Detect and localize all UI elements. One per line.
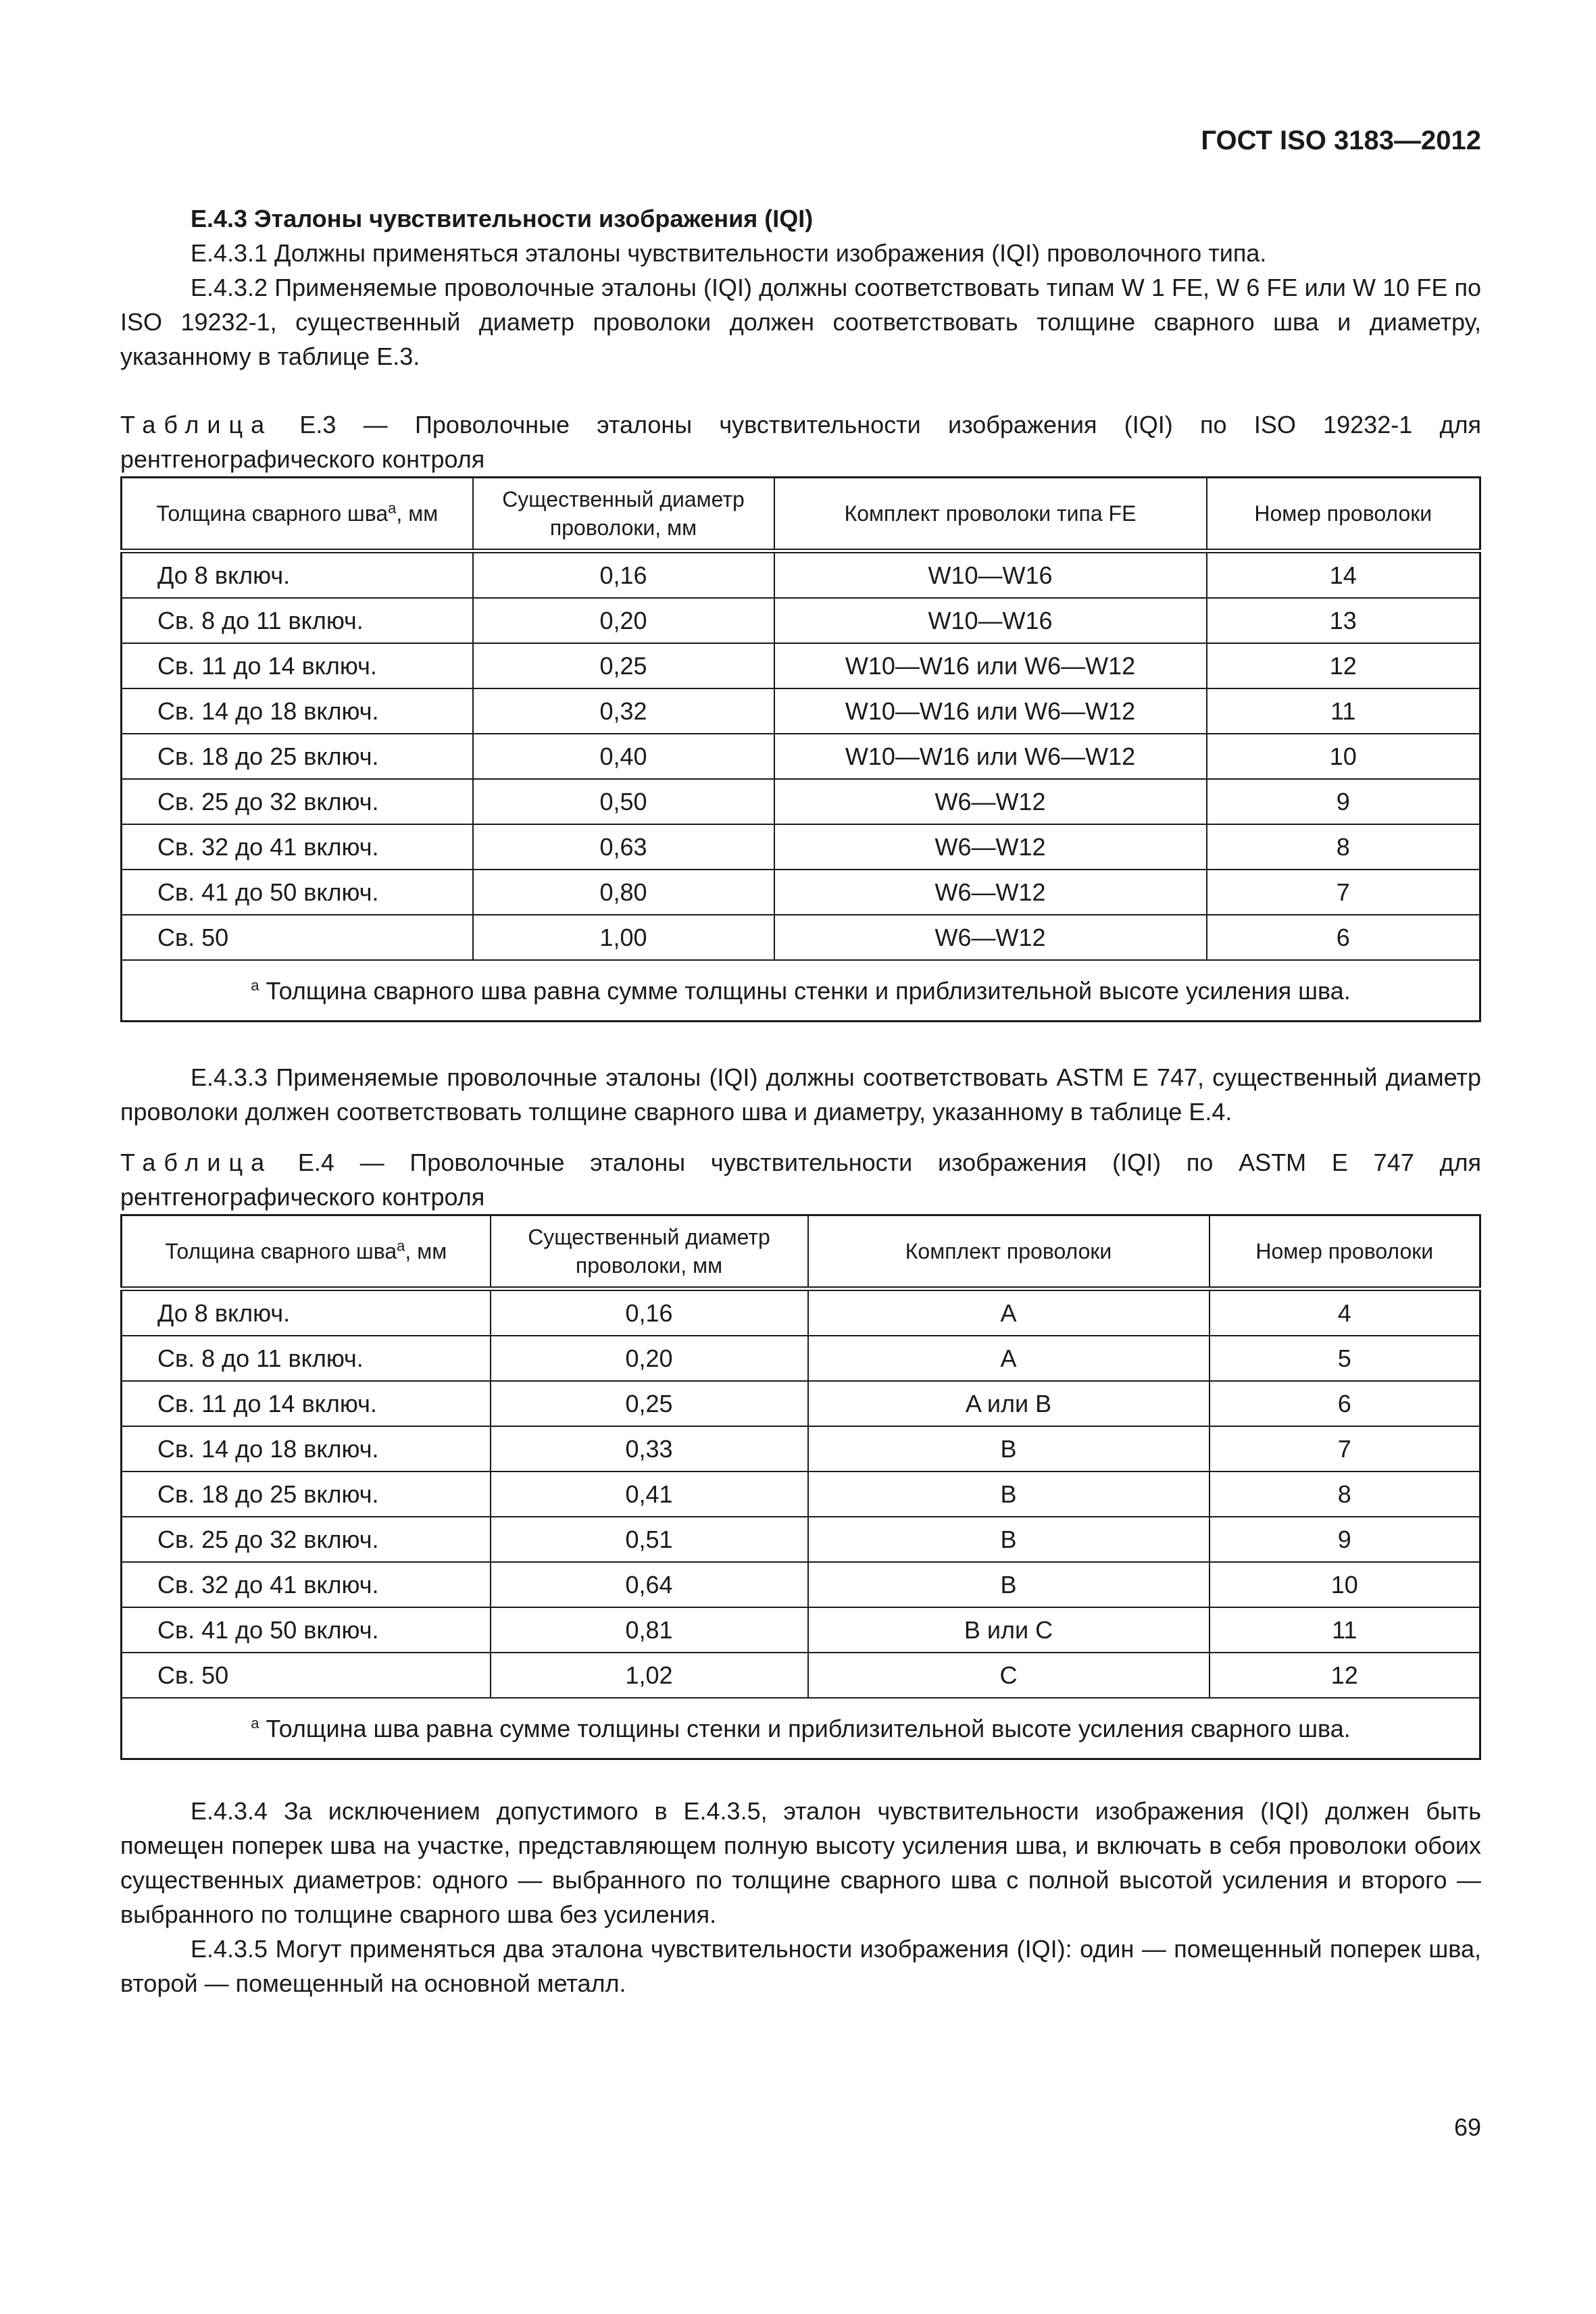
cell-wire-number: 12 [1210,1653,1480,1698]
cell-wire-set: A [808,1289,1210,1336]
cell-wire-set: W10—W16 или W6—W12 [774,643,1207,688]
table-row [122,551,1480,599]
cell-thickness: Св. 8 до 11 включ. [122,598,473,643]
cell-wire-set: W10—W16 или W6—W12 [774,688,1207,734]
paragraph-e432: Е.4.3.2 Применяемые проволочные эталоны (IQI) должны соответствовать типам W 1 FE, W 6 FE или W 10 FE по ISO 19232-1, существенный диаметр проволоки должен соответствовать толщине сварного шва и диаметру, указанному в таблице Е.3. [120,274,1481,370]
cell-wire-number: 8 [1207,824,1480,870]
caption-label: Таблица [120,411,273,438]
cell-diameter: 0,16 [473,551,774,599]
cell-diameter: 1,02 [491,1653,808,1698]
cell-diameter: 0,20 [473,598,774,643]
table-footnote: $^а$ Толщина шва равна сумме толщины стенки и приблизительной высоте усиления сварного шва. [122,1698,1480,1759]
cell-wire-set: W10—W16 [774,598,1207,643]
table-row [122,1336,1480,1381]
cell-thickness: Св. 25 до 32 включ. [122,1517,491,1562]
cell-wire-set: A или B [808,1381,1210,1426]
page-content [120,201,1481,2001]
cell-diameter: 0,16 [491,1289,808,1336]
cell-thickness: До 8 включ. [122,551,473,599]
cell-diameter: 0,50 [473,779,774,824]
cell-wire-number: 4 [1210,1289,1480,1336]
cell-diameter: 0,80 [473,870,774,915]
cell-wire-set: W10—W16 [774,551,1207,599]
table-row [122,1517,1480,1562]
table-row [122,598,1480,643]
cell-thickness: Св. 32 до 41 включ. [122,1562,491,1607]
cell-wire-set: C [808,1653,1210,1698]
cell-diameter: 1,00 [473,915,774,960]
cell-thickness: Св. 11 до 14 включ. [122,643,473,688]
cell-diameter: 0,51 [491,1517,808,1562]
cell-diameter: 0,20 [491,1336,808,1381]
cell-wire-set: W10—W16 или W6—W12 [774,734,1207,779]
cell-wire-set: W6—W12 [774,915,1207,960]
cell-wire-number: 7 [1207,870,1480,915]
cell-diameter: 0,40 [473,734,774,779]
caption-label: Таблица [120,1149,273,1176]
header-weld-thickness: Толщина сварного шва$^а$, мм [122,478,473,551]
cell-wire-set: W6—W12 [774,870,1207,915]
header-weld-thickness: Толщина сварного шва$^а$, мм [122,1215,491,1289]
cell-wire-number: 5 [1210,1336,1480,1381]
table-header-row [122,1215,1480,1289]
cell-thickness: Св. 25 до 32 включ. [122,779,473,824]
cell-wire-number: 10 [1207,734,1480,779]
cell-diameter: 0,25 [491,1381,808,1426]
header-wire-number: Номер проволоки [1207,478,1480,551]
cell-wire-set: W6—W12 [774,779,1207,824]
table-row [122,1381,1480,1426]
table-row [122,1472,1480,1517]
cell-wire-number: 11 [1210,1607,1480,1653]
table-footnote-row [122,1698,1480,1759]
paragraph-e434: Е.4.3.4 За исключением допустимого в Е.4.3.5, эталон чувствительности изображения (IQI) должен быть помещен поперек шва на участке, представляющем полную высоту усиления шва, и включать в себя проволоки обоих существенных диаметров: одного — выбранного по толщине сварного шва с полной высотой усиления и второго — выбранного по толщине сварного шва без усиления. [120,1797,1481,1928]
cell-wire-number: 14 [1207,551,1480,599]
table-row [122,870,1480,915]
cell-thickness: Св. 18 до 25 включ. [122,734,473,779]
document-header: ГОСТ ISO 3183—2012 [1201,126,1481,155]
section-title: Е.4.3 Эталоны чувствительности изображения (IQI) [191,205,814,232]
cell-diameter: 0,32 [473,688,774,734]
caption-text: Е.3 — Проволочные эталоны чувствительности изображения (IQI) по ISO 19232-1 для рентгенографического контроля [120,411,1481,473]
table-e4-caption [120,1145,1481,1214]
table-footnote-row [122,960,1480,1022]
cell-diameter: 0,81 [491,1607,808,1653]
table-row [122,1653,1480,1698]
cell-wire-number: 9 [1207,779,1480,824]
header-wire-set: Комплект проволоки типа FE [774,478,1207,551]
table-row [122,734,1480,779]
header-wire-set: Комплект проволоки [808,1215,1210,1289]
cell-wire-set: B [808,1517,1210,1562]
caption-text: Е.4 — Проволочные эталоны чувствительности изображения (IQI) по ASTM E 747 для рентгенографического контроля [120,1149,1481,1211]
table-row [122,1289,1480,1336]
table-row [122,1426,1480,1472]
header-wire-number: Номер проволоки [1210,1215,1480,1289]
table-row [122,643,1480,688]
cell-thickness: Св. 18 до 25 включ. [122,1472,491,1517]
cell-diameter: 0,63 [473,824,774,870]
cell-wire-set: W6—W12 [774,824,1207,870]
cell-wire-set: B [808,1562,1210,1607]
cell-thickness: Св. 32 до 41 включ. [122,824,473,870]
cell-thickness: Св. 50 [122,1653,491,1698]
header-wire-diameter: Существенный диаметр проволоки, мм [473,478,774,551]
paragraph-e435: Е.4.3.5 Могут применяться два эталона чувствительности изображения (IQI): один — помещенный поперек шва, второй — помещенный на основной металл. [120,1935,1481,1997]
cell-diameter: 0,33 [491,1426,808,1472]
cell-thickness: Св. 14 до 18 включ. [122,688,473,734]
paragraph-e433: Е.4.3.3 Применяемые проволочные эталоны (IQI) должны соответствовать ASTM E 747, существенный диаметр проволоки должен соответствовать толщине сварного шва и диаметру, указанному в таблице Е.4. [120,1063,1481,1126]
table-footnote: $^а$ Толщина сварного шва равна сумме толщины стенки и приблизительной высоте усиления шва. [122,960,1480,1022]
paragraph-e431: Е.4.3.1 Должны применяться эталоны чувствительности изображения (IQI) проволочного типа. [191,239,1267,267]
table-row [122,1607,1480,1653]
cell-wire-number: 9 [1210,1517,1480,1562]
cell-diameter: 0,41 [491,1472,808,1517]
cell-thickness: Св. 11 до 14 включ. [122,1381,491,1426]
cell-wire-number: 10 [1210,1562,1480,1607]
cell-wire-set: A [808,1336,1210,1381]
page-number: 69 [1453,2113,1481,2141]
cell-thickness: До 8 включ. [122,1289,491,1336]
cell-thickness: Св. 41 до 50 включ. [122,870,473,915]
cell-wire-set: B [808,1426,1210,1472]
cell-wire-number: 11 [1207,688,1480,734]
table-row [122,779,1480,824]
table-header-row [122,478,1480,551]
cell-wire-number: 12 [1207,643,1480,688]
table-row [122,915,1480,960]
table-e3 [120,476,1481,1022]
table-row [122,1562,1480,1607]
cell-thickness: Св. 8 до 11 включ. [122,1336,491,1381]
cell-wire-number: 6 [1210,1381,1480,1426]
table-row [122,824,1480,870]
cell-wire-set: B [808,1472,1210,1517]
cell-wire-number: 8 [1210,1472,1480,1517]
table-row [122,688,1480,734]
cell-thickness: Св. 50 [122,915,473,960]
cell-wire-number: 7 [1210,1426,1480,1472]
table-e3-caption [120,407,1481,476]
cell-thickness: Св. 41 до 50 включ. [122,1607,491,1653]
header-wire-diameter: Существенный диаметр проволоки, мм [491,1215,808,1289]
cell-thickness: Св. 14 до 18 включ. [122,1426,491,1472]
table-e4 [120,1214,1481,1760]
cell-diameter: 0,64 [491,1562,808,1607]
cell-diameter: 0,25 [473,643,774,688]
cell-wire-number: 13 [1207,598,1480,643]
cell-wire-number: 6 [1207,915,1480,960]
cell-wire-set: B или C [808,1607,1210,1653]
